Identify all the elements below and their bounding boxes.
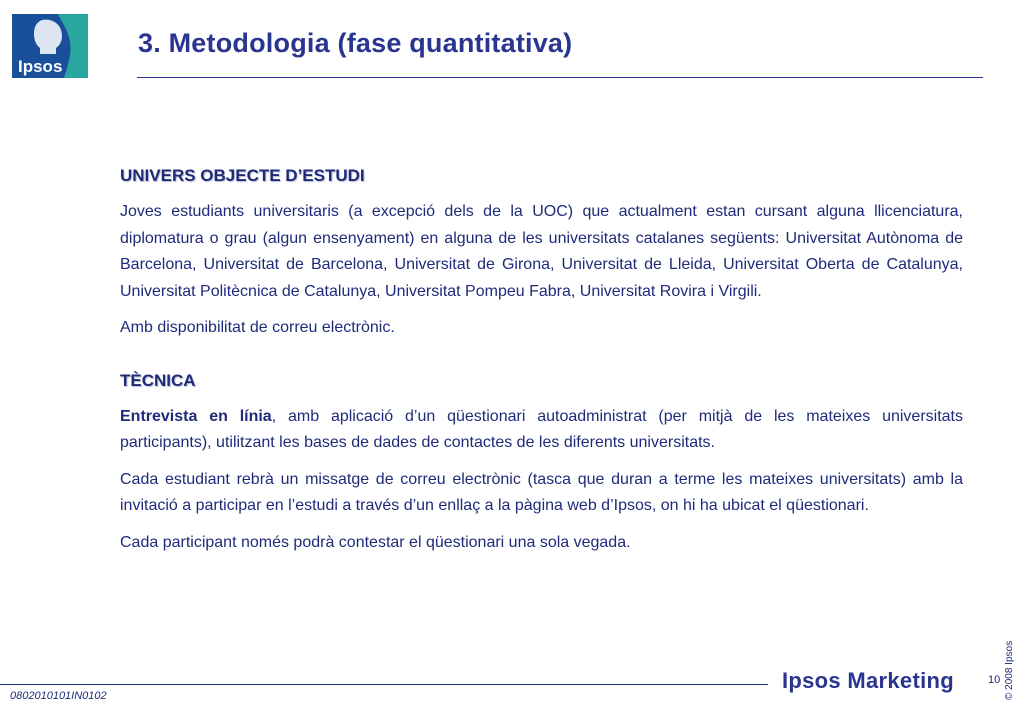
title-divider — [137, 77, 983, 78]
ipsos-marketing-brand: Ipsos Marketing — [782, 668, 954, 693]
page-title: 3. Metodologia (fase quantitativa) — [138, 28, 573, 58]
universe-paragraph: Joves estudiants universitaris (a excepció dels de la UOC) que actualment estan cursant alguna llicenciatura, diplomatura o grau (algun ensenyament) en alguna de les universitats catalanes següents: Universitat Autònoma de Barcelona, Universitat de Barcelona, Universitat de Girona, Universitat de Lleida, Universitat Oberta de Catalunya, Universitat Politècnica de Catalunya, Universitat Pompeu Fabra, Universitat Rovira i Virgili. — [120, 203, 963, 300]
technique-paragraph-3: Cada participant només podrà contestar el qüestionari una sola vegada. — [120, 533, 631, 551]
copyright-text: © 2008 Ipsos — [1004, 640, 1015, 700]
technique-paragraph-1-rest: , amb aplicació d’un qüestionari autoadministrat (per mitjà de les mateixes universitats participants), utilitzant les bases de dades de contactes de les diferents universitats. — [120, 407, 964, 451]
document-code: 0802010101IN0102 — [10, 690, 107, 702]
technique-paragraph-1 — [120, 404, 963, 457]
logo-text: Ipsos — [18, 57, 63, 76]
section-heading-technique: TÈCNICA — [120, 370, 196, 390]
ipsos-logo — [12, 14, 88, 78]
footer-divider — [0, 684, 768, 685]
main-content — [120, 163, 963, 566]
section-heading-universe: UNIVERS OBJECTE D’ESTUDI — [120, 166, 365, 185]
copyright-notice — [1004, 620, 1020, 700]
technique-paragraph-2: Cada estudiant rebrà un missatge de correu electrònic (tasca que duran a terme les mateixes universitats) amb la invitació a participar en l’estudi a través d’un enllaç a la pàgina web d’Ipsos, on hi ha ubicat el qüestionari. — [120, 470, 963, 514]
page-number: 10 — [988, 674, 1001, 686]
email-availability-paragraph: Amb disponibilitat de correu electrònic. — [120, 319, 395, 336]
technique-bold-lead: Entrevista en línia — [120, 407, 272, 425]
